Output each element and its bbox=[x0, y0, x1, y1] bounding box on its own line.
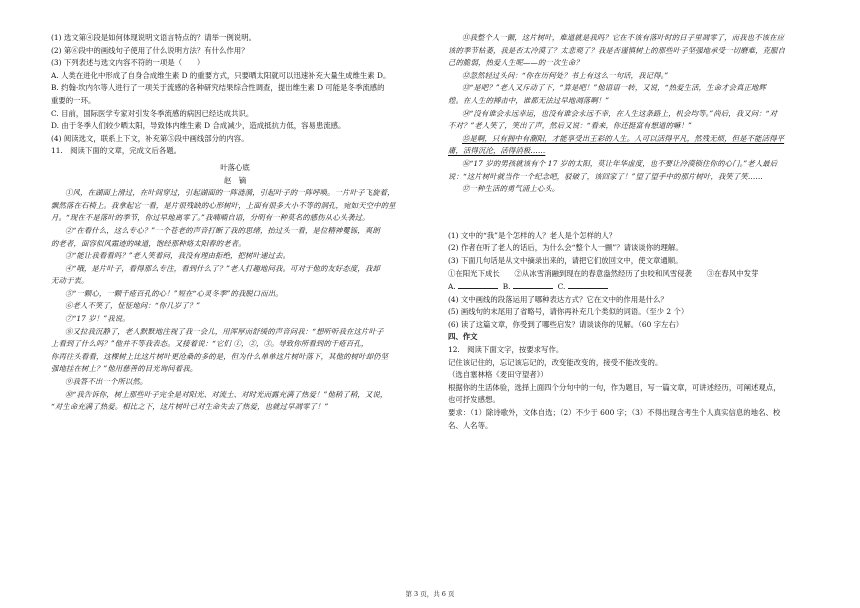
option-a: A. 人类在进化中形成了自身合成维生素 D 的重要方式，只要晒太阳就可以迅速补充大量生成维生素 D。 bbox=[51, 70, 391, 80]
page-footer: 第 3 页，共 6 页 bbox=[405, 590, 455, 598]
story-paragraph: ①风，在湖面上滑过，在叶间穿过，引起湖面的一阵涟漪，引起叶子的一阵呼唤。一片叶子飞旋着， bbox=[65, 188, 395, 198]
story-paragraph: ⑫忽然轻过头问：“你在历何处？书上有这么一句话，我记得。” bbox=[462, 70, 669, 80]
story-line: 你再往头看看，这棵树上比这片树叶更沧桑的多的是，但为什么单单这片树叶落下，其他的树叶却仍坚 bbox=[51, 351, 389, 361]
story-line: 飘然落在石椅上。我拿起它一看，是片很残缺的心形树叶，上面有很多大小不等的洞孔，宛如天空中的星 bbox=[51, 200, 396, 210]
sentence-options: ①在阳光下成长 ②从冰雪消融到现在的春意盎然经历了虫咬和风雪侵袭 ③在春风中发芽 bbox=[448, 268, 759, 278]
option-d: D. 由于冬季人们较少晒太阳，导致体内维生素 D 合成减少，造成抵抗力低，容易患流感。 bbox=[51, 121, 346, 131]
option-b: B. 约翰·坎内尔等人进行了一项关于流感的各种研究结果综合性调查，提出维生素 D 可能是冬季流感的 bbox=[51, 83, 385, 93]
blank-a-label: A. bbox=[448, 282, 456, 292]
blank-a[interactable] bbox=[458, 280, 498, 289]
story-line: 月。“现在不是落叶的季节，你过早地离零了。”我喃喃自语，分明有一种莫名的感伤从心头袭过。 bbox=[51, 213, 370, 223]
story-title: 叶落心底 bbox=[220, 162, 250, 172]
story-paragraph: ⑥老人不笑了，怔怔地问：“你几岁了？” bbox=[65, 301, 201, 311]
story-paragraph: ⑪我整个人一颤，这片树叶，难道就是我吗？它在不该有落叶时的日子里凋零了，而我也不该在应 bbox=[462, 33, 785, 42]
question-11-prompt: 11. 阅读下面的文章，完成文后各题。 bbox=[51, 146, 182, 156]
blank-c[interactable] bbox=[568, 280, 608, 289]
question-line: (5) 画线句的末尾用了省略号，请你再补充几个类似的词语。（至少 2 个） bbox=[448, 307, 689, 317]
story-paragraph: ⑯“17 岁的男孩就该有个 17 岁的太阳，莫让年华虚度，也不要让冷漠锁住你的心门。”老人最后 bbox=[462, 158, 778, 168]
story-line: 的老者，面容似风霜迹的味道，饱经那种烙太阳春的老者。 bbox=[51, 238, 246, 248]
question-line: (4) 阅读选文，联系上下文，补充第⑤段中画线部分的内容。 bbox=[51, 133, 249, 143]
story-line: 该的季节枯萎，我是否太冷漠了？太悲观了？我是否谨慎树上的那些叶子坚强地承受一切磨难，克服自 bbox=[448, 45, 786, 55]
story-paragraph: ⑭“没有谁会永远幸运，也没有谁会永远不幸，在人生这条路上，机会均等。”尚后，我又问：“对 bbox=[462, 108, 778, 118]
story-line: 无动于衷。 bbox=[51, 276, 89, 286]
composition-line: （选自塞林格《麦田守望者》） bbox=[448, 370, 548, 380]
option-b-cont: 重要的一环。 bbox=[51, 95, 96, 105]
left-column bbox=[51, 32, 419, 414]
underlined-line: 庸，活得沉沦，活得消极…… bbox=[448, 146, 546, 156]
story-paragraph: ⑬“是吧？”老人又斥动了下，“算是吧！”他语语一转，又说，“热爱生活，生命才会真正地辉 bbox=[462, 83, 767, 93]
story-paragraph: ⑰一种生活的勇气涌上心头。 bbox=[462, 184, 560, 194]
blank-b-label: B. bbox=[502, 282, 511, 292]
composition-line: 名、人名等。 bbox=[448, 420, 493, 430]
question-line: (1) 选文第④段是如何体现说明文语言特点的？请举一例说明。 bbox=[51, 33, 256, 42]
question-line: (4) 文中画线的段落运用了哪种表达方式？它在文中的作用是什么？ bbox=[448, 294, 668, 304]
story-author: 赵 镝 bbox=[223, 175, 247, 185]
story-line: 说：“这片树叶就当作一个纪念吧，驳破了，该回家了！”望了望手中的那片树叶，我笑了笑…… bbox=[448, 171, 763, 181]
blank-b[interactable] bbox=[513, 280, 553, 289]
composition-line: 也可抒发感想。 bbox=[448, 395, 500, 405]
question-line: (3) 下面几句话是从文中摘录出来的，请把它们放回文中，使文章通顺。 bbox=[448, 255, 683, 265]
question-line: (1) 文中的“我”是个怎样的人？老人是个怎样的人？ bbox=[448, 230, 617, 240]
story-paragraph: ⑧又拉我沉静了，老人默默地注视了我一会儿，用浑厚而舒缓的声音问我：“想听听我在这片叶子 bbox=[65, 326, 384, 336]
story-paragraph: ④“哦，是片叶子，看得那么专注，看到什么了？”老人打趣地问我。可对于他的友好态度，我却 bbox=[65, 263, 380, 273]
story-paragraph: ⑦“17 岁！”我说。 bbox=[65, 314, 130, 324]
blank-c-label: C. bbox=[557, 282, 566, 292]
story-paragraph: ③“能让我看看吗？”老人笑着问，我没有理由拒绝，把树叶递过去。 bbox=[65, 251, 290, 261]
story-paragraph: ⑩“我告诉你，树上那些叶子完全是对阳光、对流土、对时光而露充满了热爱！”他稍了稍，又说， bbox=[65, 389, 388, 399]
story-line: 强地挂在树上？”他用慈善的目光询问着我。 bbox=[51, 364, 198, 374]
composition-line: 根据你的生活体验，选择上面四个分句中的一句，作为题目，写一篇文章，可讲述经历，可阐述观点， bbox=[448, 382, 781, 392]
story-paragraph: ⑤“一颗心，一颗千疮百孔的心！”短在“心灵冬季”的我脱口而出。 bbox=[65, 288, 283, 298]
answer-blanks bbox=[448, 280, 820, 294]
story-line: 不对？”老人笑了，笑出了声，然后又说：“看来，你还挺富有想道的嘛！” bbox=[448, 121, 692, 131]
story-line: 己的脆弱，热爱人生呢——的一次生命？ bbox=[448, 58, 583, 68]
option-c: C. 目前，国际医学专家对引发冬季流感的病因已经达成共识。 bbox=[51, 108, 254, 118]
question-line: (2) 作者在听了老人的话后，为什么会“整个人一颤”？请谈谈你的理解。 bbox=[448, 243, 683, 253]
story-line: “对生命充满了热爱。相比之下，这片树叶已对生命失去了热爱，也就过早凋零了！” bbox=[51, 402, 329, 412]
section-heading: 四、作文 bbox=[448, 332, 478, 342]
composition-line: 记住该记住的，忘记该忘记的，改变能改变的，接受不能改变的。 bbox=[448, 357, 663, 367]
story-line: 煌。在人生的搏击中，谁都无法过早地凋落啊！” bbox=[448, 95, 610, 105]
right-column bbox=[448, 32, 820, 432]
question-line: (2) 第⑥段中的画线句子使用了什么说明方法？有什么作用？ bbox=[51, 45, 249, 55]
question-12-prompt: 12. 阅读下面文字，按要求写作。 bbox=[448, 345, 564, 355]
composition-line: 要求：（1）除诗歌外，文体自选；（2）不少于 600 字；（3）不得出现含考生个人真实信息的地名、校 bbox=[448, 408, 781, 418]
story-line: 上看到了什么吗？”他并不等我表态。又接着说：“它们 ①，②，③。导致你所看到的千疮百孔， bbox=[51, 339, 369, 349]
question-line: (3) 下列表述与选文内容不符的一项是（ ） bbox=[51, 58, 205, 68]
underlined-paragraph: ⑮是啊，只有拥中有潮阳，才能享受出王彩的人生。人可以活得平凡，然残无烦，但是不能活得平 bbox=[462, 133, 785, 143]
story-paragraph: ②“在看什么，这么专心？”一个苍老的声音打断了我的思绪，抬过头一看，是位精神矍铄，爽朗 bbox=[65, 225, 380, 235]
question-line: (6) 读了这篇文章，你受到了哪些启发？请谈谈你的见解。（60 字左右） bbox=[448, 319, 684, 329]
story-paragraph: ⑨我答不出一个所以然。 bbox=[65, 377, 148, 387]
